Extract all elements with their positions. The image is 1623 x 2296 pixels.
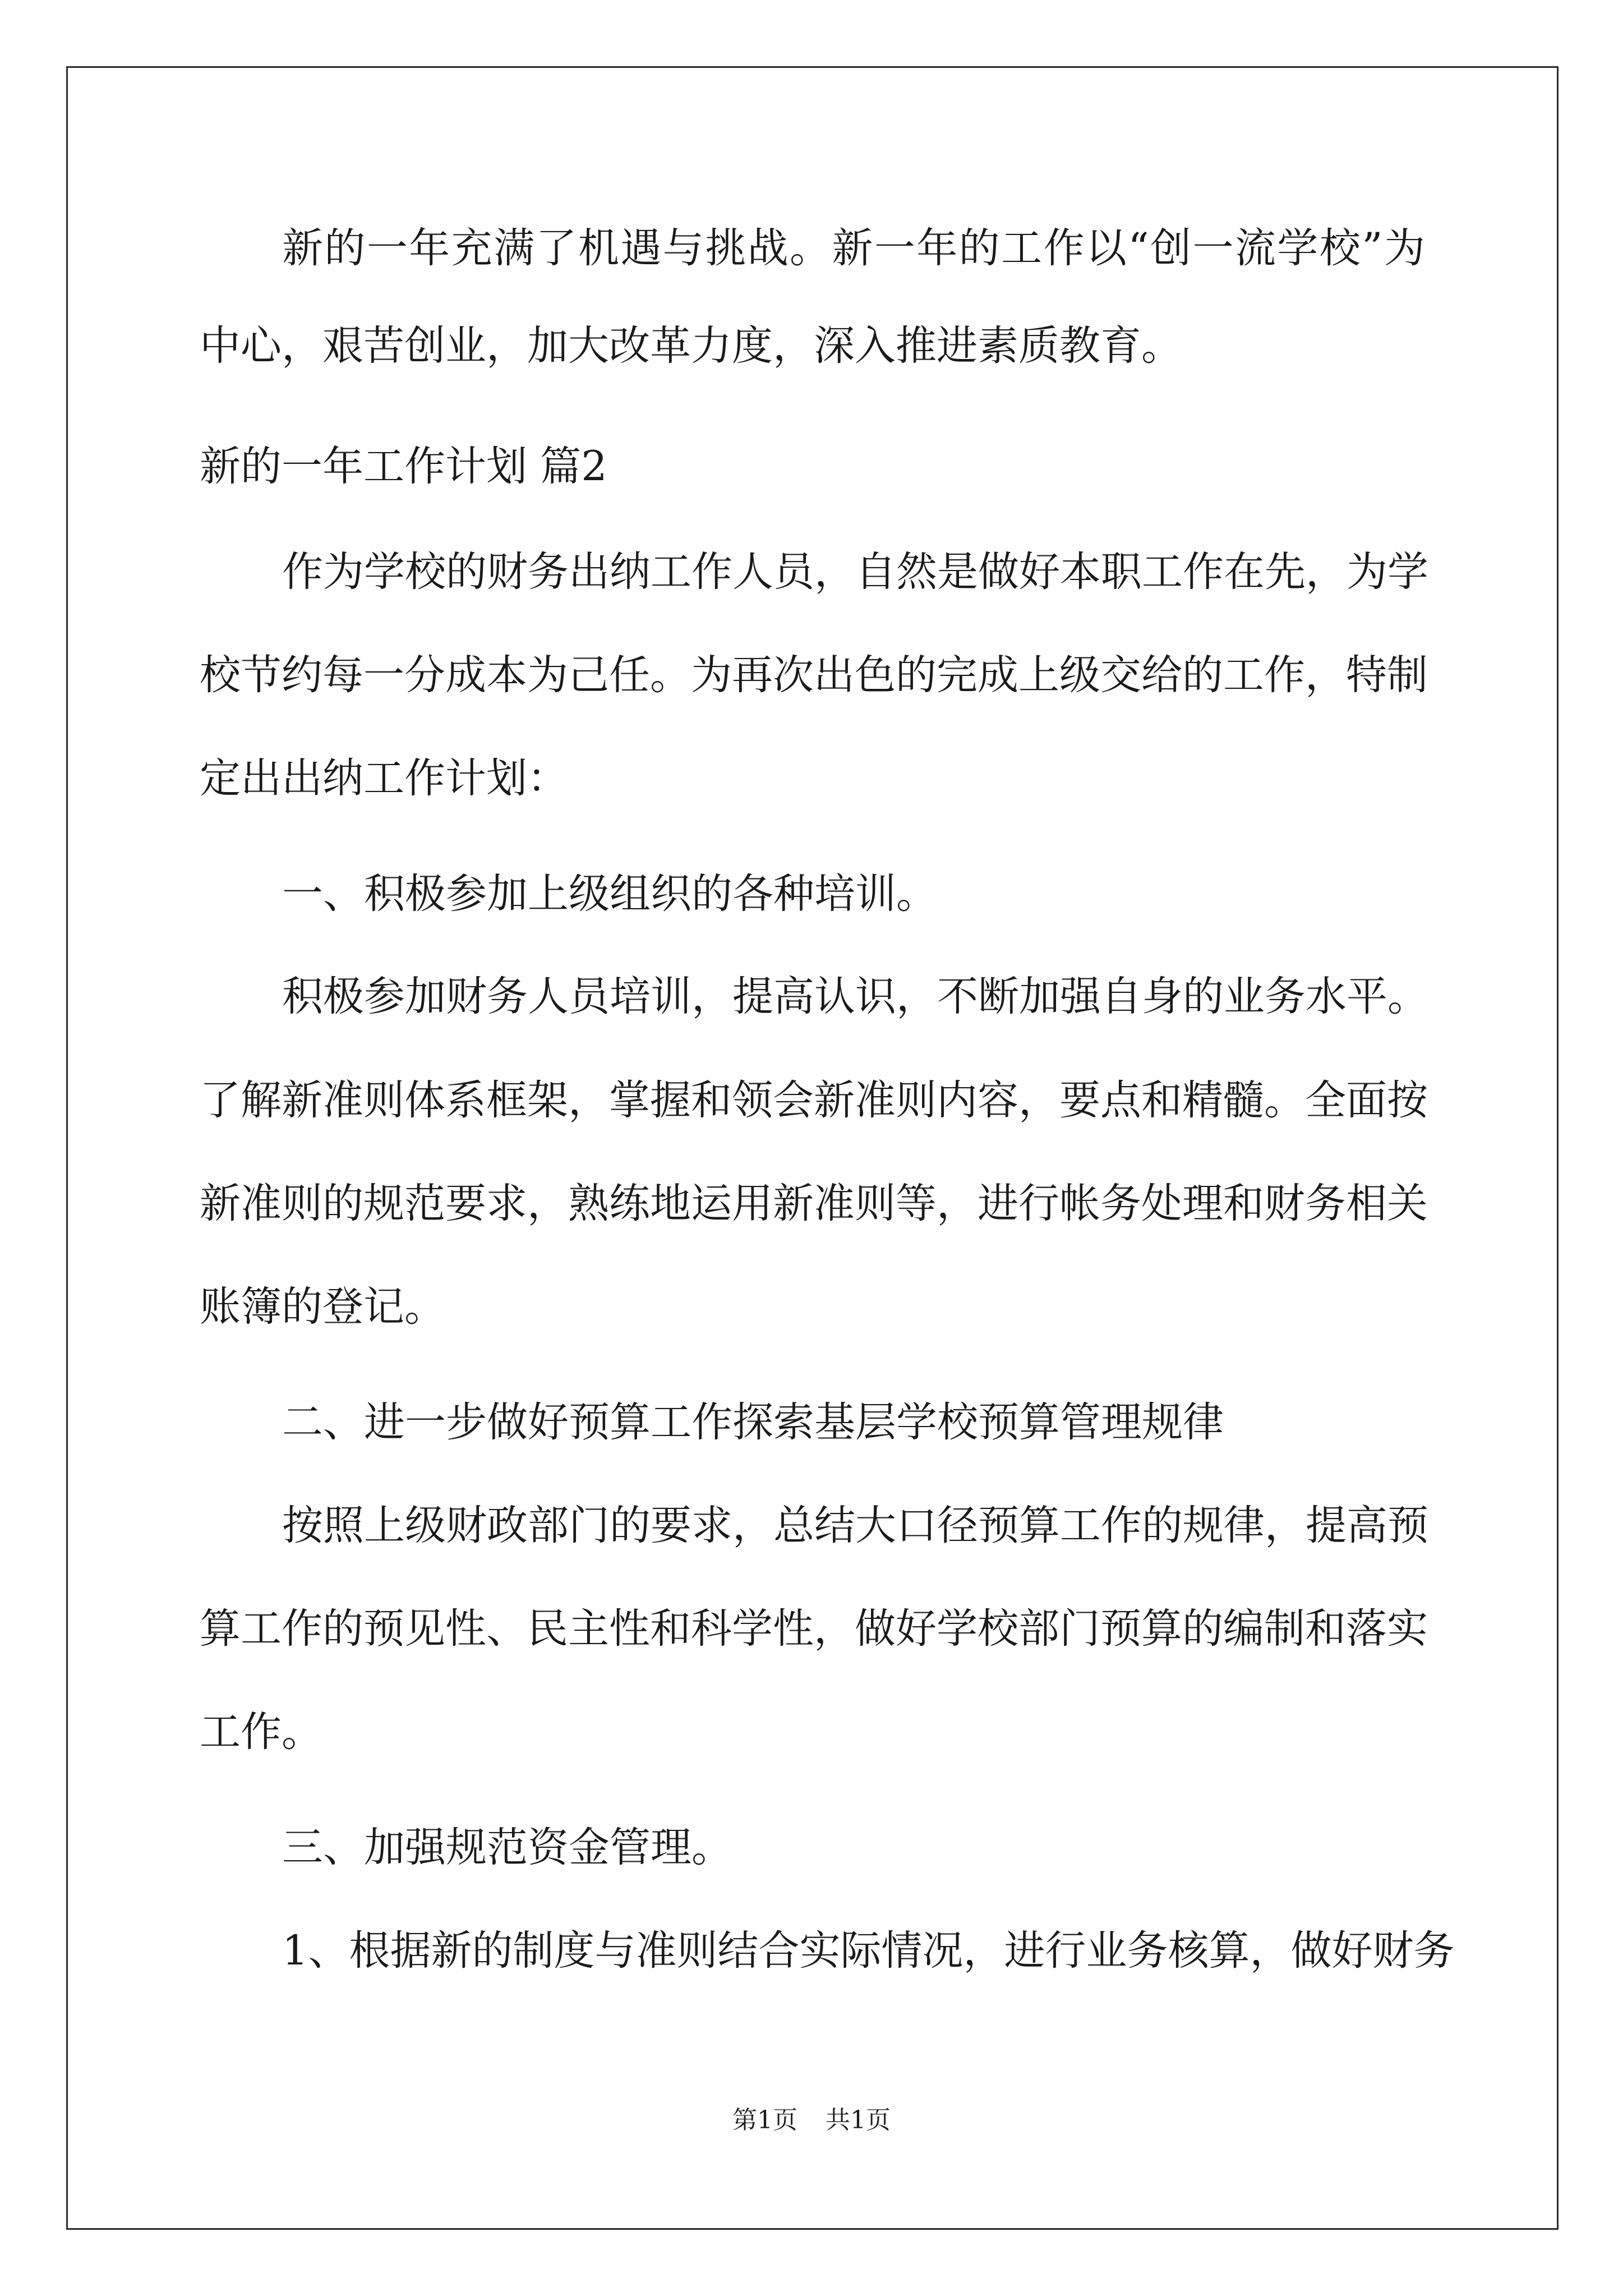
paragraph-line: 新的一年充满了机遇与挑战。新一年的工作以“创一流学校”为: [282, 224, 1425, 272]
page-number: 第1页: [732, 2106, 797, 2134]
paragraph-line: 账簿的登记。: [200, 1283, 445, 1331]
paragraph-line: 算工作的预见性、民主性和科学性，做好学校部门预算的编制和落实: [200, 1605, 1428, 1653]
paragraph-line: 积极参加财务人员培训，提高认识，不断加强自身的业务水平。: [282, 973, 1428, 1020]
list-heading: 一、积极参加上级组织的各种培训。: [282, 870, 937, 918]
paragraph-line: 了解新准则体系框架，掌握和领会新准则内容，要点和精髓。全面按: [200, 1076, 1428, 1124]
paragraph-line: 新准则的规范要求，熟练地运用新准则等，进行帐务处理和财务相关: [200, 1180, 1428, 1227]
paragraph-line: 校节约每一分成本为己任。为再次出色的完成上级交给的工作，特制: [200, 651, 1428, 699]
section-heading: 新的一年工作计划 篇2: [200, 443, 607, 490]
paragraph-line: 定出出纳工作计划：: [200, 754, 568, 802]
paragraph-line: 中心，艰苦创业，加大改革力度，深入推进素质教育。: [200, 322, 1182, 370]
paragraph-line: 1、根据新的制度与准则结合实际情况，进行业务核算，做好财务: [282, 1927, 1455, 1975]
paragraph-line: 工作。: [200, 1708, 322, 1756]
page-border: [66, 66, 1559, 2230]
page-total: 共1页: [826, 2106, 891, 2134]
paragraph-line: 作为学校的财务出纳工作人员，自然是做好本职工作在先，为学: [282, 548, 1428, 596]
paragraph-line: 按照上级财政部门的要求，总结大口径预算工作的规律，提高预: [282, 1502, 1428, 1549]
page-footer: [0, 2105, 1623, 2136]
list-heading: 二、进一步做好预算工作探索基层学校预算管理规律: [282, 1398, 1224, 1446]
list-heading: 三、加强规范资金管理。: [282, 1824, 732, 1871]
